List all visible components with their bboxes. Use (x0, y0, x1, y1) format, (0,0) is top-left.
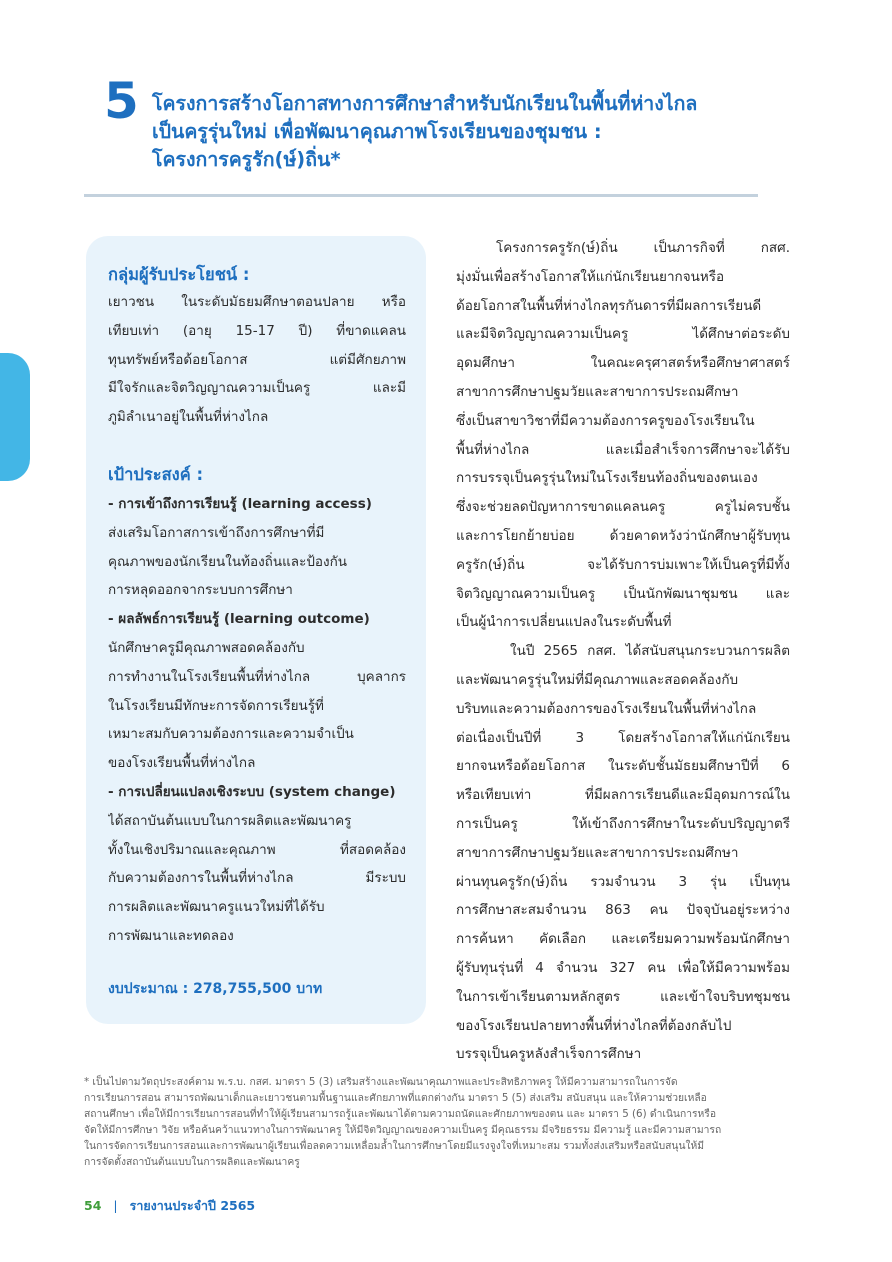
text-line: ส่งเสริมโอกาสการเข้าถึงการศึกษาที่มี (108, 524, 325, 541)
page-footer (84, 1196, 255, 1216)
text-line: ของโรงเรียนปลายทางพื้นที่ห่างไกลที่ต้องกลับไป (456, 1017, 732, 1034)
footnote-line: การเรียนการสอน สามารถพัฒนาเด็กและเยาวชนตามพื้นฐานและศักยภาพที่แตกต่างกัน มาตรา 5 (5) ส่งเสริม สนับสนุน และให้ความช่วยเหลือ (84, 1092, 707, 1104)
text-line: สาขาการศึกษาปฐมวัยและสาขาการประถมศึกษา (456, 383, 739, 400)
page-number: 54 (84, 1198, 102, 1213)
text-line: เป็นผู้นำการเปลี่ยนแปลงในระดับพื้นที่ (456, 614, 672, 631)
text-line: ทุนทรัพย์หรือด้อยโอกาส แต่มีศักยภาพ (108, 351, 406, 368)
text-line: สาขาการศึกษาปฐมวัยและสาขาการประถมศึกษา (456, 844, 739, 861)
text-line: การผลิตและพัฒนาครูแนวใหม่ที่ได้รับ (108, 899, 325, 916)
text-line: และพัฒนาครูรุ่นใหม่ที่มีคุณภาพและสอดคล้องกับ (456, 671, 739, 688)
text-line: การเป็นครู ให้เข้าถึงการศึกษาในระดับปริญญาตรี (456, 815, 790, 832)
footnote-line: การจัดตั้งสถาบันต้นแบบในการผลิตและพัฒนาครู (84, 1156, 300, 1168)
text-line: ผ่านทุนครูรัก(ษ์)ถิ่น รวมจำนวน 3 รุ่น เป็นทุน (456, 873, 790, 890)
text-line: มุ่งมั่นเพื่อสร้างโอกาสให้แก่นักเรียนยากจนหรือ (456, 268, 725, 285)
footnote-line: * เป็นไปตามวัตถุประสงค์ตาม พ.ร.บ. กสศ. มาตรา 5 (3) เสริมสร้างและพัฒนาคุณภาพและประสิทธิภาพครู ให้มีความสามารถในการจัด (84, 1076, 678, 1088)
objective-title-access: - การเข้าถึงการเรียนรู้ (learning access) (108, 496, 372, 512)
footnote-line: สถานศึกษา เพื่อให้มีการเรียนการสอนที่ทำให้ผู้เรียนสามารถรู้และพัฒนาได้ตามความถนัดและศักยภาพของตน และ มาตรา 5 (6) ดำเนินการหรือ (84, 1108, 717, 1120)
text-line: จิตวิญญาณความเป็นครู เป็นนักพัฒนาชุมชน และ (456, 585, 790, 602)
text-line: เหมาะสมกับความต้องการและความจำเป็น (108, 726, 354, 743)
text-line: ซึ่งจะช่วยลดปัญหาการขาดแคลนครู ครูไม่ครบชั้น (456, 499, 790, 516)
text-line: พื้นที่ห่างไกล และเมื่อสำเร็จการศึกษาจะได้รับ (456, 441, 790, 458)
title-divider (84, 194, 758, 197)
text-line: ในปี 2565 กสศ. ได้สนับสนุนกระบวนการผลิต (510, 643, 790, 660)
text-line: กับความต้องการในพื้นที่ห่างไกล มีระบบ (108, 870, 406, 887)
section-title-line: โครงการครูรัก(ษ์)ถิ่น* (152, 148, 341, 171)
footnote-line: จัดให้มีการศึกษา วิจัย หรือค้นคว้าแนวทางในการพัฒนาครู ให้มีจิตวิญญาณของความเป็นครู มีคุณธรรม มีจริยธรรม มีความรู้ และมีความสามารถ (84, 1124, 722, 1136)
text-line: บริบทและความต้องการของโรงเรียนในพื้นที่ห่างไกล (456, 700, 757, 717)
objectives-heading: เป้าประสงค์ : (108, 465, 204, 484)
text-line: มีใจรักและจิตวิญญาณความเป็นครู และมี (108, 380, 406, 397)
text-line: เทียบเท่า (อายุ 15-17 ปี) ที่ขาดแคลน (108, 322, 406, 339)
footer-separator: | (113, 1198, 118, 1213)
text-line: ซึ่งเป็นสาขาวิชาที่มีความต้องการครูของโรงเรียนใน (456, 412, 755, 429)
text-line: เยาวชน ในระดับมัธยมศึกษาตอนปลาย หรือ (108, 294, 406, 310)
text-line: ยากจนหรือด้อยโอกาส ในระดับชั้นมัธยมศึกษาปีที่ 6 (456, 758, 790, 775)
section-number: 5 (104, 72, 139, 130)
text-line: การค้นหา คัดเลือก และเตรียมความพร้อมนักศึกษา (456, 931, 790, 948)
text-line: คุณภาพของนักเรียนในท้องถิ่นและป้องกัน (108, 553, 347, 570)
section-title (152, 90, 802, 174)
text-line: ได้สถาบันต้นแบบในการผลิตและพัฒนาครู (108, 812, 352, 829)
beneficiaries-text (108, 288, 406, 432)
text-line: การศึกษาสะสมจำนวน 863 คน ปัจจุบันอยู่ระหว่าง (456, 902, 790, 919)
text-line: และการโยกย้ายบ่อย ด้วยคาดหวังว่านักศึกษาผู้รับทุน (456, 527, 790, 544)
report-label: รายงานประจำปี 2565 (129, 1198, 256, 1213)
text-line: การทำงานในโรงเรียนพื้นที่ห่างไกล บุคลากร (108, 668, 406, 685)
objectives-text (108, 490, 406, 951)
text-line: ของโรงเรียนพื้นที่ห่างไกล (108, 755, 256, 772)
text-line: การหลุดออกจากระบบการศึกษา (108, 582, 293, 599)
text-line: อุดมศึกษา ในคณะครุศาสตร์หรือศึกษาศาสตร์ (456, 355, 790, 372)
text-line: หรือเทียบเท่า ที่มีผลการเรียนดีและมีอุดมการณ์ใน (456, 787, 790, 804)
section-title-line: เป็นครูรุ่นใหม่ เพื่อพัฒนาคุณภาพโรงเรียนของชุมชน : (152, 120, 602, 143)
text-line: โครงการครูรัก(ษ์)ถิ่น เป็นภารกิจที่ กสศ. (496, 240, 790, 256)
body-text (456, 234, 790, 1069)
objective-title-outcome: - ผลลัพธ์การเรียนรู้ (learning outcome) (108, 611, 370, 628)
beneficiaries-heading: กลุ่มผู้รับประโยชน์ : (108, 265, 250, 284)
text-line: การบรรจุเป็นครูรุ่นใหม่ในโรงเรียนท้องถิ่นของตนเอง (456, 470, 758, 487)
text-line: ต่อเนื่องเป็นปีที่ 3 โดยสร้างโอกาสให้แก่นักเรียน (456, 729, 790, 746)
footnote (84, 1074, 794, 1170)
text-line: ในโรงเรียนมีทักษะการจัดการเรียนรู้ที่ (108, 697, 324, 714)
text-line: ผู้รับทุนรุ่นที่ 4 จำนวน 327 คน เพื่อให้มีความพร้อม (456, 959, 790, 976)
text-line: การพัฒนาและทดลอง (108, 927, 234, 944)
text-line: ในการเข้าเรียนตามหลักสูตร และเข้าใจบริบทชุมชน (456, 988, 790, 1005)
text-line: และมีจิตวิญญาณความเป็นครู ได้ศึกษาต่อระดับ (456, 326, 790, 343)
text-line: ครูรัก(ษ์)ถิ่น จะได้รับการบ่มเพาะให้เป็นครูที่มีทั้ง (456, 556, 790, 573)
text-line: นักศึกษาครูมีคุณภาพสอดคล้องกับ (108, 639, 305, 656)
section-side-tab (0, 353, 30, 481)
footnote-line: ในการจัดการเรียนการสอนและการพัฒนาผู้เรียนเพื่อลดความเหลื่อมล้ำในการศึกษาโดยมีแรงจูงใจที่เหมาะสม รวมทั้งส่งเสริมหรือสนับสนุนให้มี (84, 1140, 705, 1152)
section-title-line: โครงการสร้างโอกาสทางการศึกษาสำหรับนักเรียนในพื้นที่ห่างไกล (152, 92, 698, 115)
budget-amount: งบประมาณ : 278,755,500 บาท (108, 981, 323, 997)
text-line: ด้อยโอกาสในพื้นที่ห่างไกลทุรกันดารที่มีผลการเรียนดี (456, 297, 762, 314)
text-line: ทั้งในเชิงปริมาณและคุณภาพ ที่สอดคล้อง (108, 841, 406, 858)
objective-title-system: - การเปลี่ยนแปลงเชิงระบบ (system change) (108, 783, 396, 800)
text-line: บรรจุเป็นครูหลังสำเร็จการศึกษา (456, 1046, 642, 1063)
text-line: ภูมิลำเนาอยู่ในพื้นที่ห่างไกล (108, 409, 269, 426)
